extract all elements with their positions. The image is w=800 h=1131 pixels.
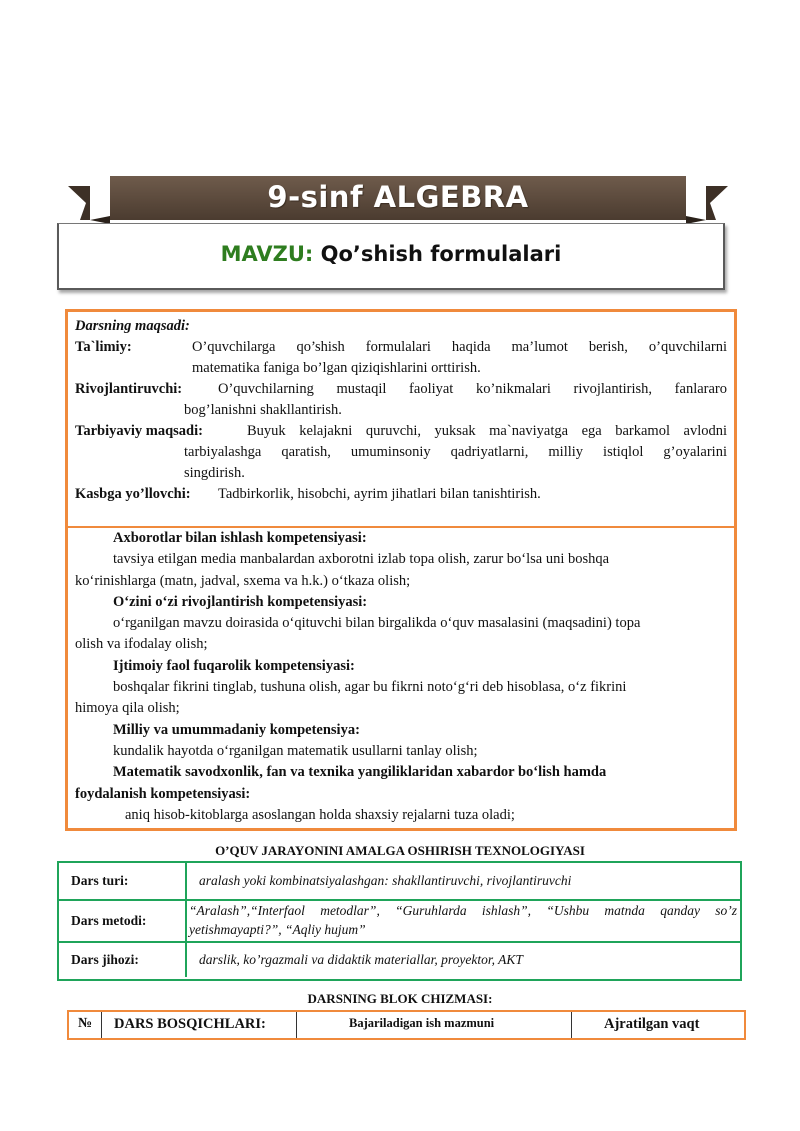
technology-table — [57, 861, 742, 981]
title-banner — [68, 176, 728, 224]
competencies-box — [65, 526, 737, 831]
row-label: Dars metodi: — [71, 913, 147, 928]
goal-tarb-label: Tarbiyaviy maqsadi: — [75, 423, 203, 439]
table-row — [59, 943, 740, 977]
competency-text: aniq hisob-kitoblarga asoslangan holda shaxsiy rejalarni tuza oladi; — [125, 806, 515, 823]
competency-text: o‘rganilgan mavzu doirasida o‘qituvchi bilan birgalikda o‘quv masalasini (maqsadini) topa — [113, 615, 641, 632]
col-time-header: Ajratilgan vaqt — [604, 1016, 700, 1032]
topic-line — [59, 242, 723, 266]
topic-label: MAVZU: — [220, 242, 314, 266]
row-value: yetishmayapti?”, “Aqliy hujum” — [189, 922, 366, 937]
competency-heading: Axborotlar bilan ishlash kompetensiyasi: — [113, 530, 367, 546]
competency-text: tavsiya etilgan media manbalardan axborotni izlab topa olish, zarur bo‘lsa uni boshqa — [113, 551, 610, 568]
competency-text: ko‘rinishlarga (matn, jadval, sxema va h.k.) o‘tkaza olish; — [75, 572, 411, 589]
competency-heading: O‘zini o‘zi rivojlantirish kompetensiyasi: — [113, 593, 368, 610]
block-table-header — [67, 1010, 746, 1040]
goals-heading: Darsning maqsadi: — [75, 318, 190, 334]
row-value: aralash yoki kombinatsiyalashgan: shakllantiruvchi, rivojlantiruvchi — [199, 873, 572, 888]
competency-heading: Ijtimoiy faol fuqarolik kompetensiyasi: — [113, 657, 355, 674]
goal-tarb-text-1: Buyuk kelajakni quruvchi, yuksak ma`naviyatga ega barkamol avlodni — [247, 423, 727, 439]
goal-talimiy-text-1: O’quvchilarga qo’shish formulalari haqida ma’lumot berish, o’quvchilarni — [192, 339, 727, 355]
competency-heading: foydalanish kompetensiyasi: — [75, 785, 251, 802]
goal-kasb-row — [75, 484, 727, 505]
competency-text: olish va ifodalay olish; — [75, 636, 208, 653]
row-value: darslik, ko’rgazmali va didaktik materiallar, proyektor, AKT — [199, 952, 523, 967]
goal-rivoj-text-2: bog’lanishni shakllantirish. — [184, 402, 342, 418]
competency-text: boshqalar fikrini tinglab, tushuna olish, agar bu fikrni noto‘g‘ri deb hisoblasa, o‘z fikrini — [113, 679, 627, 696]
table-row — [59, 901, 740, 943]
topic-box — [57, 223, 725, 290]
row-label: Dars jihozi: — [71, 952, 139, 967]
block-chart-title: DARSNING BLOK CHIZMASI: — [307, 991, 493, 1006]
document-title: 9-sinf ALGEBRA — [267, 180, 529, 214]
goal-tarb-text-2: tarbiyalashga qaratish, umuminsoniy qadriyatlarni, milliy istiqlol g’oyalarini — [184, 444, 727, 460]
competency-text: kundalik hayotda o‘rganilgan matematik usullarni tanlay olish; — [113, 742, 478, 759]
row-value: “Aralash”,“Interfaol metodlar”, “Guruhlarda ishlash”, “Ushbu matnda qanday so’z — [189, 903, 737, 918]
goal-rivoj-label: Rivojlantiruvchi: — [75, 381, 183, 397]
row-label: Dars turi: — [71, 873, 129, 888]
goal-tarb-row — [75, 421, 727, 442]
goal-tarb-text-3: singdirish. — [184, 465, 245, 481]
competency-heading: Milliy va umummadaniy kompetensiya: — [113, 721, 360, 738]
goal-talimiy-row — [75, 337, 727, 358]
goal-rivoj-text-1: O’quvchilarning mustaqil faoliyat ko’nikmalari rivojlantirish, fanlararo — [218, 381, 727, 397]
goal-kasb-label: Kasbga yo’llovchi: — [75, 486, 191, 502]
col-content-header: Bajariladigan ish mazmuni — [297, 1012, 572, 1038]
goal-talimiy-label: Ta`limiy: — [75, 339, 132, 355]
lesson-goals-box — [65, 309, 737, 528]
topic-title: Qo’shish formulalari — [320, 242, 562, 266]
col-number-header: № — [69, 1012, 102, 1038]
goal-talimiy-text-2: matematika faniga bo’lgan qiziqishlarini orttirish. — [192, 360, 481, 376]
technology-title: O’QUV JARAYONINI AMALGA OSHIRISH TEXNOLOGIYASI — [215, 843, 585, 858]
competency-text: himoya qila olish; — [75, 700, 180, 717]
col-stages-header: DARS BOSQICHLARI: — [102, 1012, 297, 1038]
goal-kasb-text: Tadbirkorlik, hisobchi, ayrim jihatlari bilan tanishtirish. — [218, 486, 541, 502]
competency-heading: Matematik savodxonlik, fan va texnika yangiliklaridan xabardor bo‘lish hamda — [113, 764, 607, 781]
goal-rivoj-row — [75, 379, 727, 400]
table-row — [59, 863, 740, 901]
